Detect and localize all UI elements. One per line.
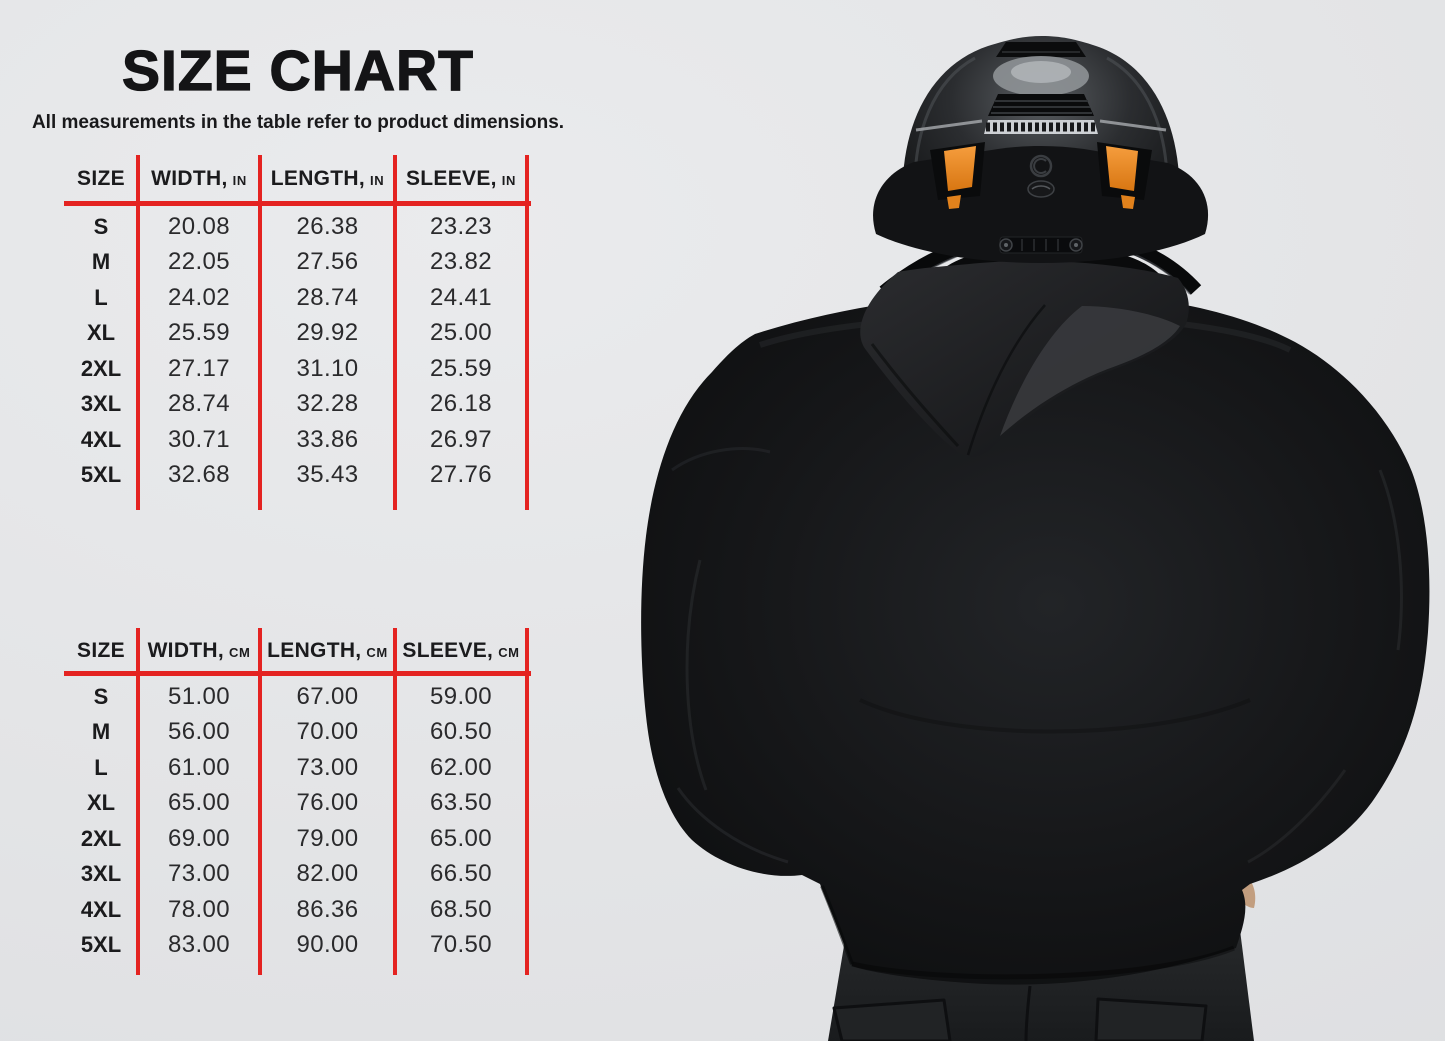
width-value: 51.00: [167, 682, 231, 710]
size-label: 3XL: [80, 391, 122, 417]
sleeve-value: 24.41: [429, 283, 493, 311]
width-value: 20.08: [167, 212, 231, 240]
sleeve-value: 25.59: [429, 354, 493, 382]
sleeve-value: 70.50: [429, 931, 493, 959]
length-value: 26.38: [296, 212, 359, 240]
size-label: M: [91, 249, 111, 275]
length-value: 79.00: [296, 824, 359, 852]
width-value: 30.71: [167, 425, 231, 453]
column-header-sleeve: SLEEVE, IN: [406, 167, 516, 190]
width-value: 28.74: [167, 390, 231, 418]
length-value: 33.86: [296, 425, 359, 453]
table-divider: [258, 628, 262, 975]
size-table-inches: [64, 155, 531, 510]
table-divider: [525, 155, 529, 510]
size-label: S: [93, 683, 109, 709]
length-value: 35.43: [296, 461, 359, 489]
length-value: 29.92: [296, 319, 359, 347]
width-value: 69.00: [167, 824, 231, 852]
length-value: 27.56: [296, 248, 359, 276]
size-label: 3XL: [80, 861, 122, 887]
sleeve-value: 23.82: [429, 248, 493, 276]
width-value: 78.00: [167, 895, 231, 923]
width-value: 32.68: [167, 461, 231, 489]
length-value: 73.00: [296, 753, 359, 781]
product-photo-hoodie-rear-view: [640, 0, 1445, 1041]
length-value: 82.00: [296, 860, 359, 888]
length-value: 31.10: [296, 354, 359, 382]
column-header-size: SIZE: [77, 167, 125, 190]
sleeve-value: 68.50: [429, 895, 493, 923]
sleeve-value: 59.00: [429, 682, 493, 710]
length-value: 32.28: [296, 390, 359, 418]
table-divider: [136, 628, 140, 975]
size-label: 2XL: [80, 825, 122, 851]
length-value: 76.00: [296, 789, 359, 817]
width-value: 83.00: [167, 931, 231, 959]
table-divider: [136, 155, 140, 510]
page-subtitle: All measurements in the table refer to product dimensions.: [31, 112, 565, 133]
size-label: L: [94, 284, 108, 310]
length-value: 86.36: [296, 895, 359, 923]
width-value: 73.00: [167, 860, 231, 888]
motorcycle-helmet: [873, 36, 1208, 263]
page-title: SIZE CHART: [122, 39, 474, 103]
column-header-sleeve: SLEEVE, CM: [402, 638, 520, 662]
width-value: 25.59: [167, 319, 231, 347]
column-header-width: WIDTH, CM: [147, 638, 251, 662]
size-label: 2XL: [80, 355, 122, 381]
emblem: [1028, 181, 1054, 197]
sleeve-value: 62.00: [429, 753, 493, 781]
size-label: M: [91, 719, 111, 745]
table-divider: [525, 628, 529, 975]
chin-plate: [1000, 237, 1082, 253]
length-value: 70.00: [296, 718, 359, 746]
column-header-size: SIZE: [77, 638, 125, 662]
size-label: 5XL: [80, 932, 122, 958]
length-value: 90.00: [296, 931, 359, 959]
size-label: XL: [86, 790, 116, 816]
sleeve-value: 27.76: [429, 461, 493, 489]
sleeve-value: 23.23: [429, 212, 493, 240]
width-value: 56.00: [167, 718, 231, 746]
top-vent: [996, 42, 1086, 57]
size-label: 4XL: [80, 426, 122, 452]
column-header-width: WIDTH, IN: [151, 167, 247, 190]
width-value: 27.17: [167, 354, 231, 382]
length-value: 28.74: [296, 283, 359, 311]
sleeve-value: 26.97: [429, 425, 493, 453]
width-value: 65.00: [167, 789, 231, 817]
width-value: 22.05: [167, 248, 231, 276]
column-header-length: LENGTH, CM: [267, 638, 388, 662]
sleeve-value: 25.00: [429, 319, 493, 347]
sleeve-value: 66.50: [429, 860, 493, 888]
width-value: 24.02: [167, 283, 231, 311]
size-label: 5XL: [80, 462, 122, 488]
length-value: 67.00: [296, 682, 359, 710]
sleeve-value: 60.50: [429, 718, 493, 746]
table-divider: [258, 155, 262, 510]
size-label: 4XL: [80, 896, 122, 922]
table-divider: [393, 155, 397, 510]
size-label: XL: [86, 320, 116, 346]
size-label: S: [93, 213, 109, 239]
size-label: L: [94, 754, 108, 780]
width-value: 61.00: [167, 753, 231, 781]
sleeve-value: 65.00: [429, 824, 493, 852]
size-table-centimeters: [64, 628, 531, 975]
column-header-length: LENGTH, IN: [270, 167, 385, 190]
table-header-rule: [64, 671, 531, 676]
table-header-rule: [64, 201, 531, 206]
sleeve-value: 26.18: [429, 390, 493, 418]
table-divider: [393, 628, 397, 975]
sleeve-value: 63.50: [429, 789, 493, 817]
